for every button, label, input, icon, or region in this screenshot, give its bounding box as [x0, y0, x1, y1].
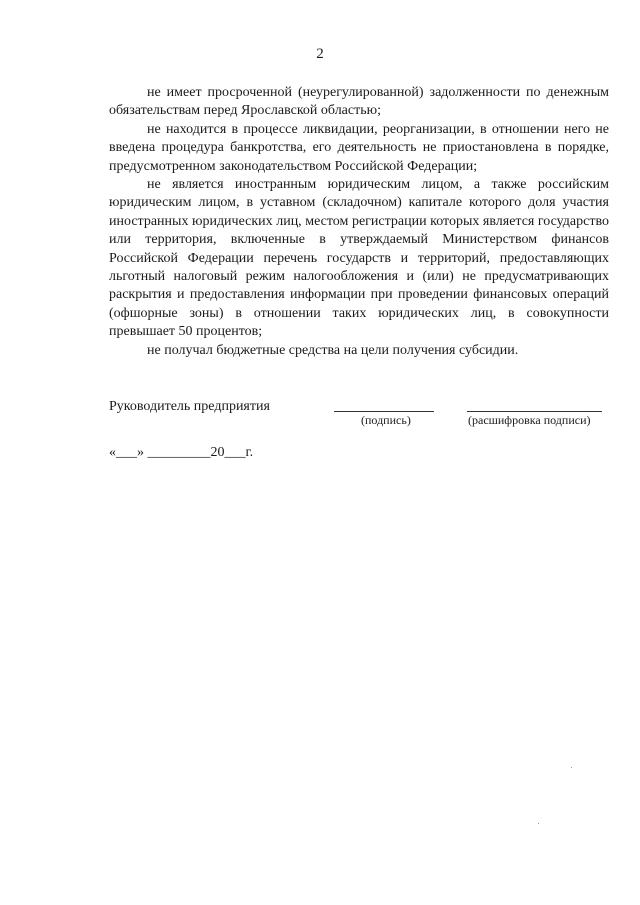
signature-caption: (подпись): [361, 413, 411, 427]
scan-speck: [538, 823, 539, 824]
document-body: [109, 84, 609, 360]
signature-decode-caption: (расшифровка подписи): [468, 413, 591, 427]
signature-label: Руководитель предприятия: [109, 399, 270, 414]
page-number: 2: [316, 46, 324, 62]
signature-decode-line: [467, 411, 602, 412]
paragraph-no-liquidation: не находится в процессе ликвидации, реорганизации, в отношении него не введена процедура банкротства, его деятельность не приостановлена в порядке, предусмотренном законодательством Российской Федерации;: [109, 121, 609, 174]
paragraph-no-debt: не имеет просроченной (неурегулированной) задолженности по денежным обязательствам перед Ярославской областью;: [109, 85, 609, 119]
paragraph-not-foreign: не является иностранным юридическим лицом, а также российским юридическим лицом, в уставном (складочном) капитале которого доля участия иностранных юридических лиц, местом регистрации которых является государство или территория, включенные в утверждаемый Министерством финансов Российской Федерации перечень государств и территорий, предоставляющих льготный налоговый режим налогообложения и (или) не предусматривающих раскрытия и предоставления информации при проведении финансовых операций (офшорные зоны) в отношении таких юридических лиц, в совокупности превышает 50 процентов;: [109, 177, 609, 340]
paragraph-no-budget-funds: не получал бюджетные средства на цели получения субсидии.: [147, 342, 519, 358]
date-line: «___» _________20___г.: [109, 445, 254, 460]
scan-speck: [571, 767, 572, 768]
signature-line: [334, 411, 434, 412]
